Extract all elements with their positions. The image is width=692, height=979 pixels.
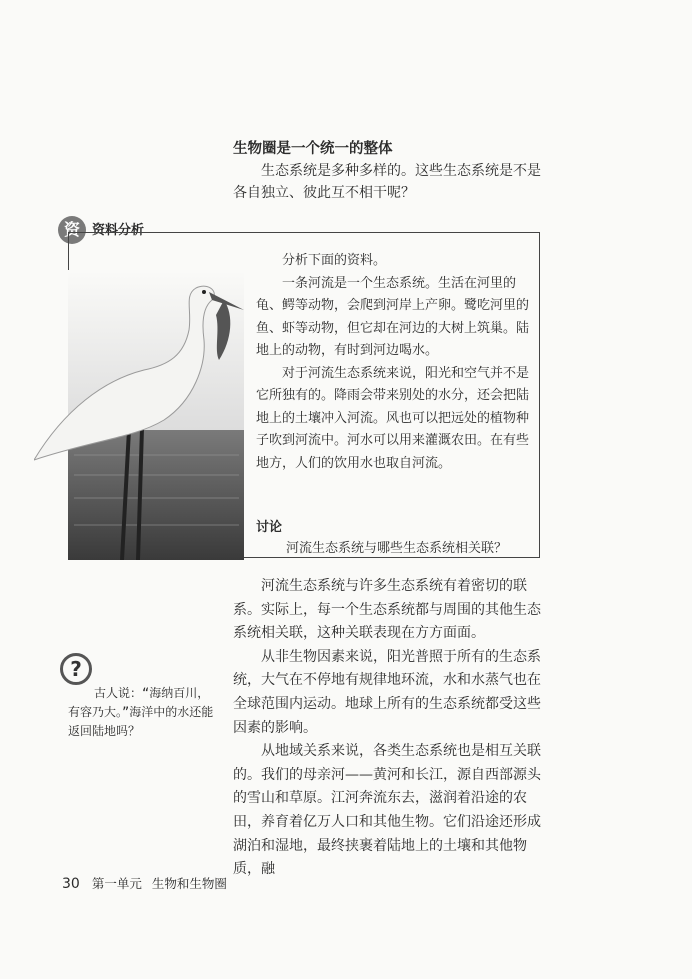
sidebar-note: 古人说：“海纳百川，有容乃大。”海洋中的水还能返回陆地吗？ (68, 686, 214, 738)
intro-paragraph (233, 160, 543, 204)
body-paragraph: 河流生态系统与许多生态系统有着密切的联系。实际上，每一个生态系统都与周围的其他生态系统相关联，这种关联表现在方方面面。 (233, 578, 541, 642)
body-text (233, 575, 543, 882)
discussion-question: 河流生态系统与哪些生态系统相关联？ (286, 541, 508, 556)
egret-eye (202, 290, 206, 294)
section-title: 生物圈是一个统一的整体 (233, 141, 393, 157)
page-footer (62, 874, 227, 892)
body-paragraph: 从地域关系来说，各类生态系统也是相互关联的。我们的母亲河——黄河和长江，源自西部源头的雪山和草原。江河奔流东去，滋润着沿途的农田，养育着亿万人口和其他生物。它们沿途还形成湖泊和湿地，最终挟裹着陆地上的土壤和其他物质，融 (233, 743, 541, 878)
photo-water (68, 430, 244, 560)
egret-photo (34, 270, 244, 560)
page-number: 30 (62, 876, 80, 892)
unit-label: 第一单元 (91, 876, 142, 891)
resource-analysis-label: 资料分析 (92, 223, 145, 238)
resource-line: 对于河流生态系统来说，阳光和空气并不是它所独有的。降雨会带来别处的水分，还会把陆地上的土壤冲入河流。风也可以把远处的植物种子吹到河流中。河水可以用来灌溉农田。在有些地方，人们的饮用水也取自河流。 (256, 365, 530, 471)
question-icon: ? (60, 653, 92, 685)
resource-text (256, 250, 536, 475)
intro-text: 生态系统是多种多样的。这些生态系统是不是各自独立、彼此互不相干呢？ (233, 163, 541, 201)
resource-analysis-icon: 资 (58, 216, 86, 244)
resource-line: 一条河流是一个生态系统。生活在河里的龟、鳄等动物，会爬到河岸上产卵。鹭吃河里的鱼、虾等动物，但它却在河边的大树上筑巢。陆地上的动物，有时到河边喝水。 (256, 275, 530, 358)
resource-box-rule (243, 557, 540, 558)
resource-line: 分析下面的资料。 (282, 253, 387, 268)
unit-title: 生物和生物圈 (151, 876, 227, 891)
discussion-label: 讨论 (256, 520, 283, 535)
body-paragraph: 从非生物因素来说，阳光普照于所有的生态系统，大气在不停地有规律地环流，水和水蒸气也在全球范围内运动。地球上所有的生态系统都受这些因素的影响。 (233, 648, 541, 736)
